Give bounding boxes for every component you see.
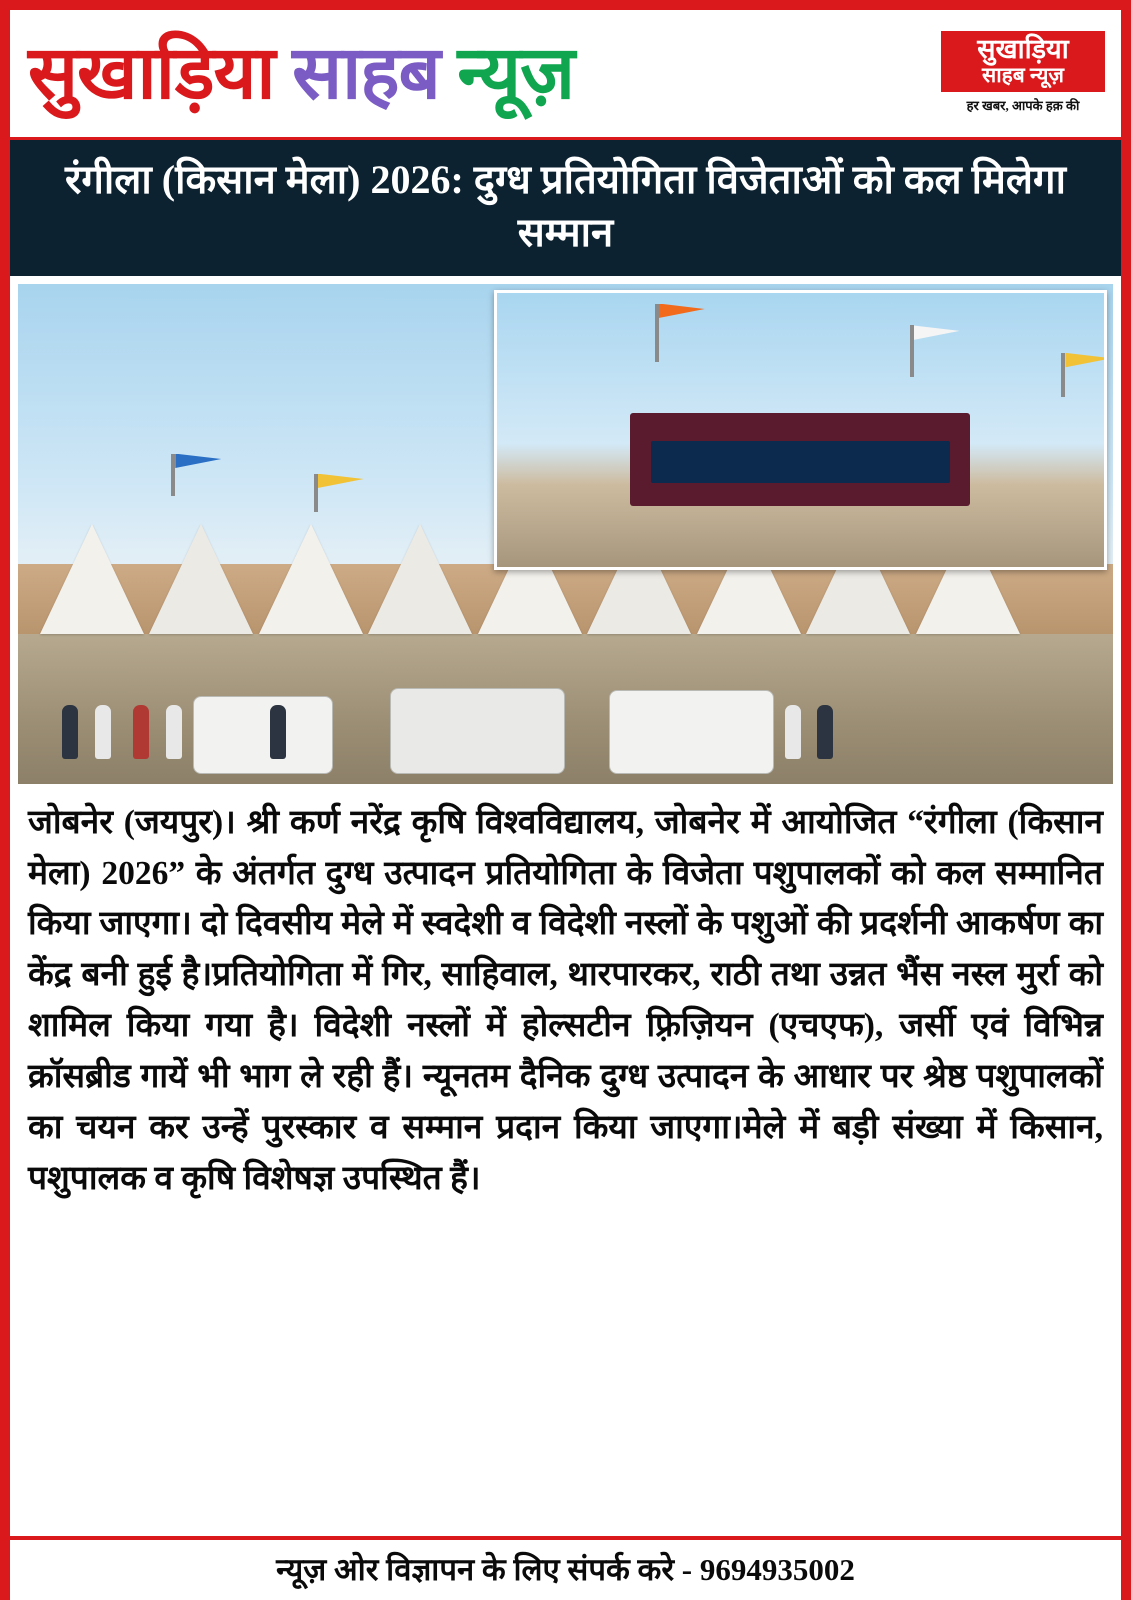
- brand-word-3: न्यूज़: [457, 32, 574, 115]
- exhibition-tent: [368, 524, 472, 634]
- masthead: [10, 10, 1121, 140]
- visitor-figure: [95, 705, 111, 759]
- visitor-figure: [785, 705, 801, 759]
- visitor-figure: [62, 705, 78, 759]
- exhibition-tent: [259, 524, 363, 634]
- logo-badge: [939, 20, 1107, 128]
- photo-section: [10, 276, 1121, 784]
- visitor-figure: [166, 705, 182, 759]
- inset-photo: [494, 290, 1107, 570]
- photo-ground: [18, 634, 1113, 784]
- visitor-figure: [817, 705, 833, 759]
- article-body: जोबनेर (जयपुर)। श्री कर्ण नरेंद्र कृषि विश्वविद्यालय, जोबनेर में आयोजित “रंगीला (किसान मेला) 2026” के अंतर्गत दुग्ध उत्पादन प्रतियोगिता के विजेता पशुपालकों को कल सम्मानित किया जाएगा। दो दिवसीय मेले में स्वदेशी व विदेशी नस्लों के पशुओं की प्रदर्शनी आकर्षण का केंद्र बनी हुई है।प्रतियोगिता में गिर, साहिवाल, थारपारकर, राठी तथा उन्नत भैंस नस्ल मुर्रा को शामिल किया गया है। विदेशी नस्लों में होल्सटीन फ़्रिज़ियन (एचएफ), जर्सी एवं विभिन्न क्रॉसब्रीड गायें भी भाग ले रही हैं। न्यूनतम दैनिक दुग्ध उत्पादन के आधार पर श्रेष्ठ पशुपालकों का चयन कर उन्हें पुरस्कार व सम्मान प्रदान किया जाएगा।मेले में बड़ी संख्या में किसान, पशुपालक व कृषि विशेषज्ञ उपस्थित हैं।: [28, 803, 1103, 1197]
- headline: रंगीला (किसान मेला) 2026: दुग्ध प्रतियोगिता विजेताओं को कल मिलेगा सम्मान: [10, 140, 1121, 276]
- mela-entrance-gate: [630, 413, 970, 506]
- yellow-flag-icon: [314, 474, 318, 512]
- footer-contact: न्यूज़ ओर विज्ञापन के लिए संपर्क करे - 9694935002: [10, 1536, 1121, 1600]
- logo-line-2: साहब न्यूज़: [982, 62, 1064, 87]
- ambulance-vehicle: [193, 696, 333, 774]
- brand-word-1: सुखाड़िया: [28, 32, 275, 115]
- logo-tagline: हर खबर, आपके हक़ की: [941, 92, 1105, 116]
- visitor-figure: [270, 705, 286, 759]
- main-photo: [18, 284, 1113, 784]
- brand-word-2: साहब: [292, 32, 440, 115]
- orange-flag-icon: [655, 304, 659, 362]
- logo-badge-title: [941, 31, 1105, 91]
- car-vehicle: [609, 690, 774, 774]
- visitor-figure: [133, 705, 149, 759]
- exhibition-tent: [149, 524, 253, 634]
- exhibition-tent: [40, 524, 144, 634]
- yellow-flag-icon: [1061, 353, 1065, 397]
- blue-flag-icon: [171, 454, 175, 496]
- suv-vehicle: [390, 688, 565, 774]
- article-body-section: [10, 784, 1121, 1536]
- white-flag-icon: [910, 325, 914, 377]
- brand-title: [28, 32, 574, 115]
- logo-line-1: सुखाड़िया: [977, 34, 1069, 65]
